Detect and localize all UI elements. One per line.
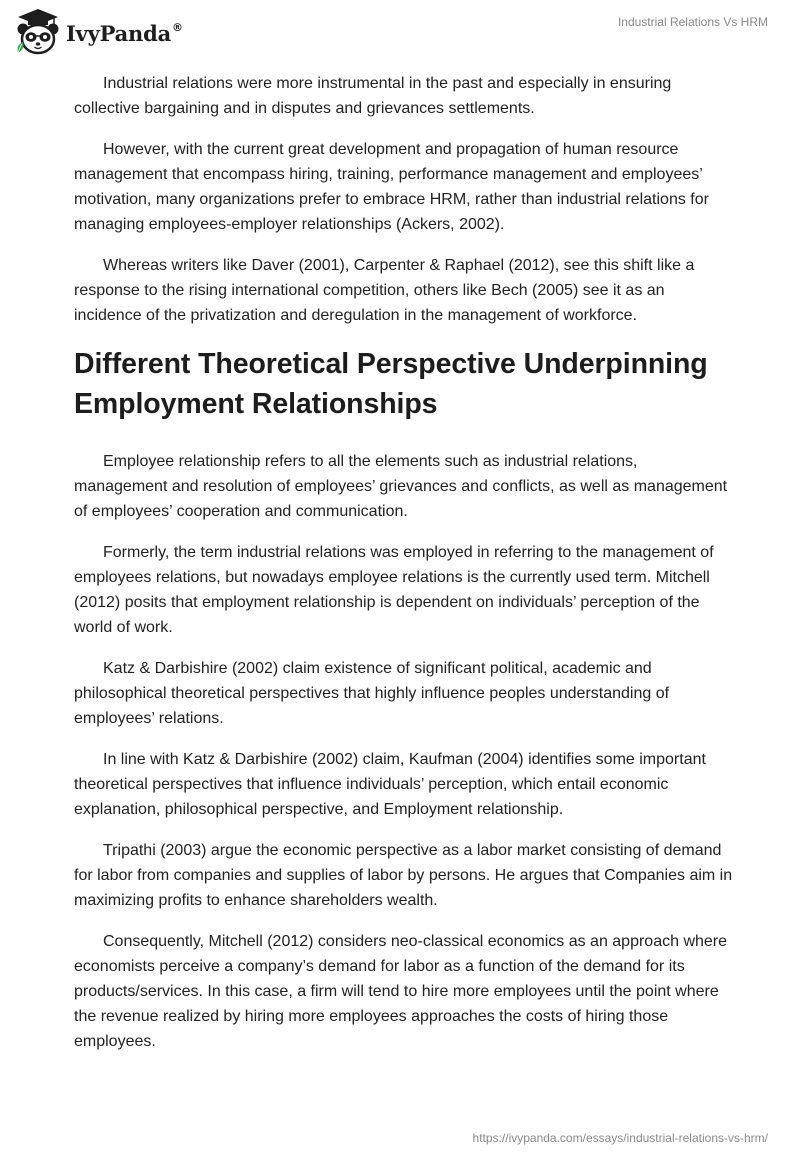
registered-mark: ® bbox=[172, 20, 183, 34]
document-title: Industrial Relations Vs HRM bbox=[617, 15, 768, 29]
paragraph: Consequently, Mitchell (2012) considers neo-classical economics as an approach where economists perceive a company’s demand for labor as a function of the demand for its products/services. In this case, a firm will tend to hire more employees until the point where the revenue realized by hiring more employees approaches the costs of hiring those employees. bbox=[74, 933, 728, 1050]
section-heading: Different Theoretical Perspective Underpinning Employment Relationships bbox=[74, 348, 708, 420]
page-header bbox=[0, 0, 800, 62]
paragraph: However, with the current great development and propagation of human resource management that encompass hiring, training, performance management and employees’ motivation, many organizations prefer to embrace HRM, rather than industrial relations for managing employees-employer relationships (Ackers, 2002). bbox=[74, 141, 709, 233]
paragraph: Employee relationship refers to all the elements such as industrial relations, management and resolution of employees’ grievances and conflicts, as well as management of employees’ cooperation and communication. bbox=[74, 453, 728, 520]
paragraph: Whereas writers like Daver (2001), Carpenter & Raphael (2012), see this shift like a response to the rising international competition, others like Bech (2005) see it as an incidence of the privatization and deregulation in the management of workforce. bbox=[74, 257, 695, 324]
paragraph: Industrial relations were more instrumental in the past and especially in ensuring collective bargaining and in disputes and grievances settlements. bbox=[74, 75, 672, 117]
ivypanda-logo[interactable] bbox=[14, 7, 183, 57]
paragraph: Formerly, the term industrial relations was employed in referring to the management of employees relations, but nowadays employee relations is the currently used term. Mitchell (2012) posits that employment relationship is dependent on individuals’ perception of the world of work. bbox=[74, 544, 714, 636]
essay-content bbox=[74, 71, 734, 1070]
panda-graduate-icon bbox=[14, 7, 62, 57]
paragraph: In line with Katz & Darbishire (2002) claim, Kaufman (2004) identifies some important theoretical perspectives that influence individuals’ perception, which entail economic explanation, philosophical perspective, and Employment relationship. bbox=[74, 751, 706, 818]
brand-name: IvyPanda® bbox=[66, 20, 183, 46]
paragraph: Katz & Darbishire (2002) claim existence of significant political, academic and philosophical theoretical perspectives that highly influence peoples understanding of employees’ relations. bbox=[74, 660, 670, 727]
source-url[interactable]: https://ivypanda.com/essays/industrial-relations-vs-hrm/ bbox=[472, 1131, 768, 1145]
paragraph: Tripathi (2003) argue the economic perspective as a labor market consisting of demand for labor from companies and supplies of labor by persons. He argues that Companies aim in maximizing profits to enhance shareholders wealth. bbox=[74, 842, 733, 909]
